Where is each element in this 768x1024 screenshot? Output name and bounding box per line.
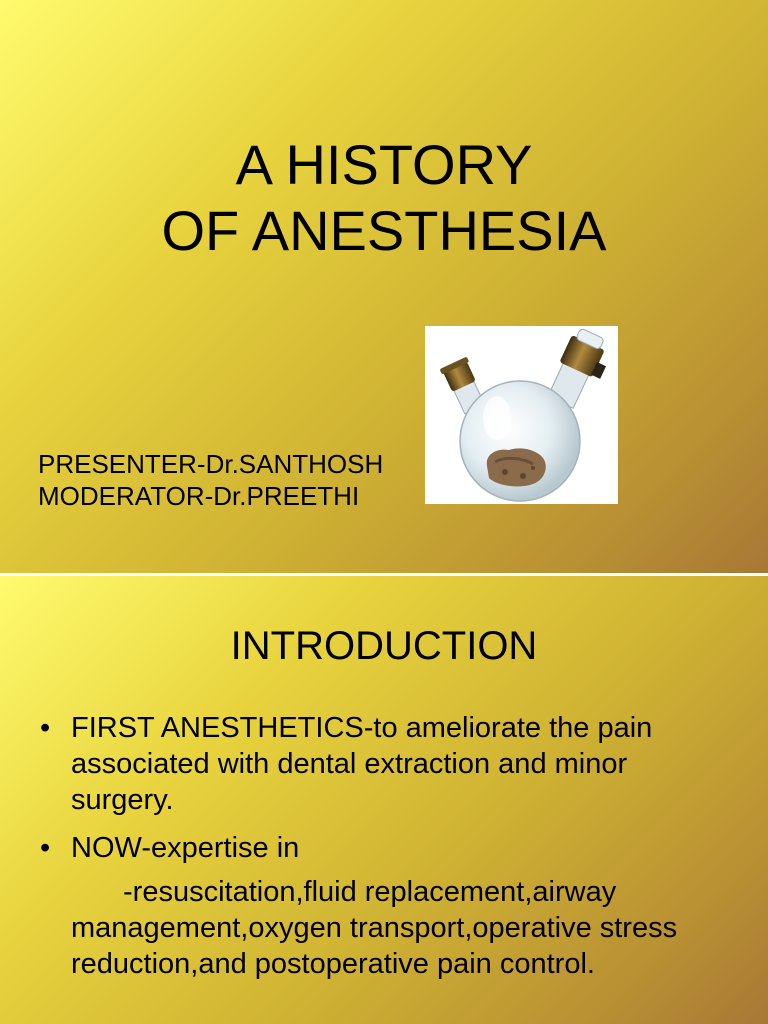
introduction-heading: INTRODUCTION [230,624,538,668]
presenter-line: PRESENTER-Dr.SANTHOSH [38,449,384,479]
ether-flask-image [425,326,618,504]
bullet-list [40,710,730,982]
bullet-icon: • [40,712,51,744]
bullet-text: NOW-expertise in [71,832,300,864]
bullet-item [40,710,730,818]
presenter-block [38,448,383,512]
slide-title-heading [0,132,768,264]
slide-introduction [0,576,768,1024]
title-line-2: OF ANESTHESIA [161,199,607,262]
sub-text: -resuscitation,fluid replacement,airway management,oxygen transport,operative stress reduction,and postoperative pain control. [71,876,678,980]
bullet-icon: • [40,832,51,864]
moderator-line: MODERATOR-Dr.PREETHI [38,481,360,511]
bullet-item [40,830,730,866]
title-line-1: A HISTORY [235,133,533,196]
ether-flask-icon [425,326,618,504]
bullet-text: FIRST ANESTHETICS-to ameliorate the pain associated with dental extraction and minor surgery. [71,712,653,816]
